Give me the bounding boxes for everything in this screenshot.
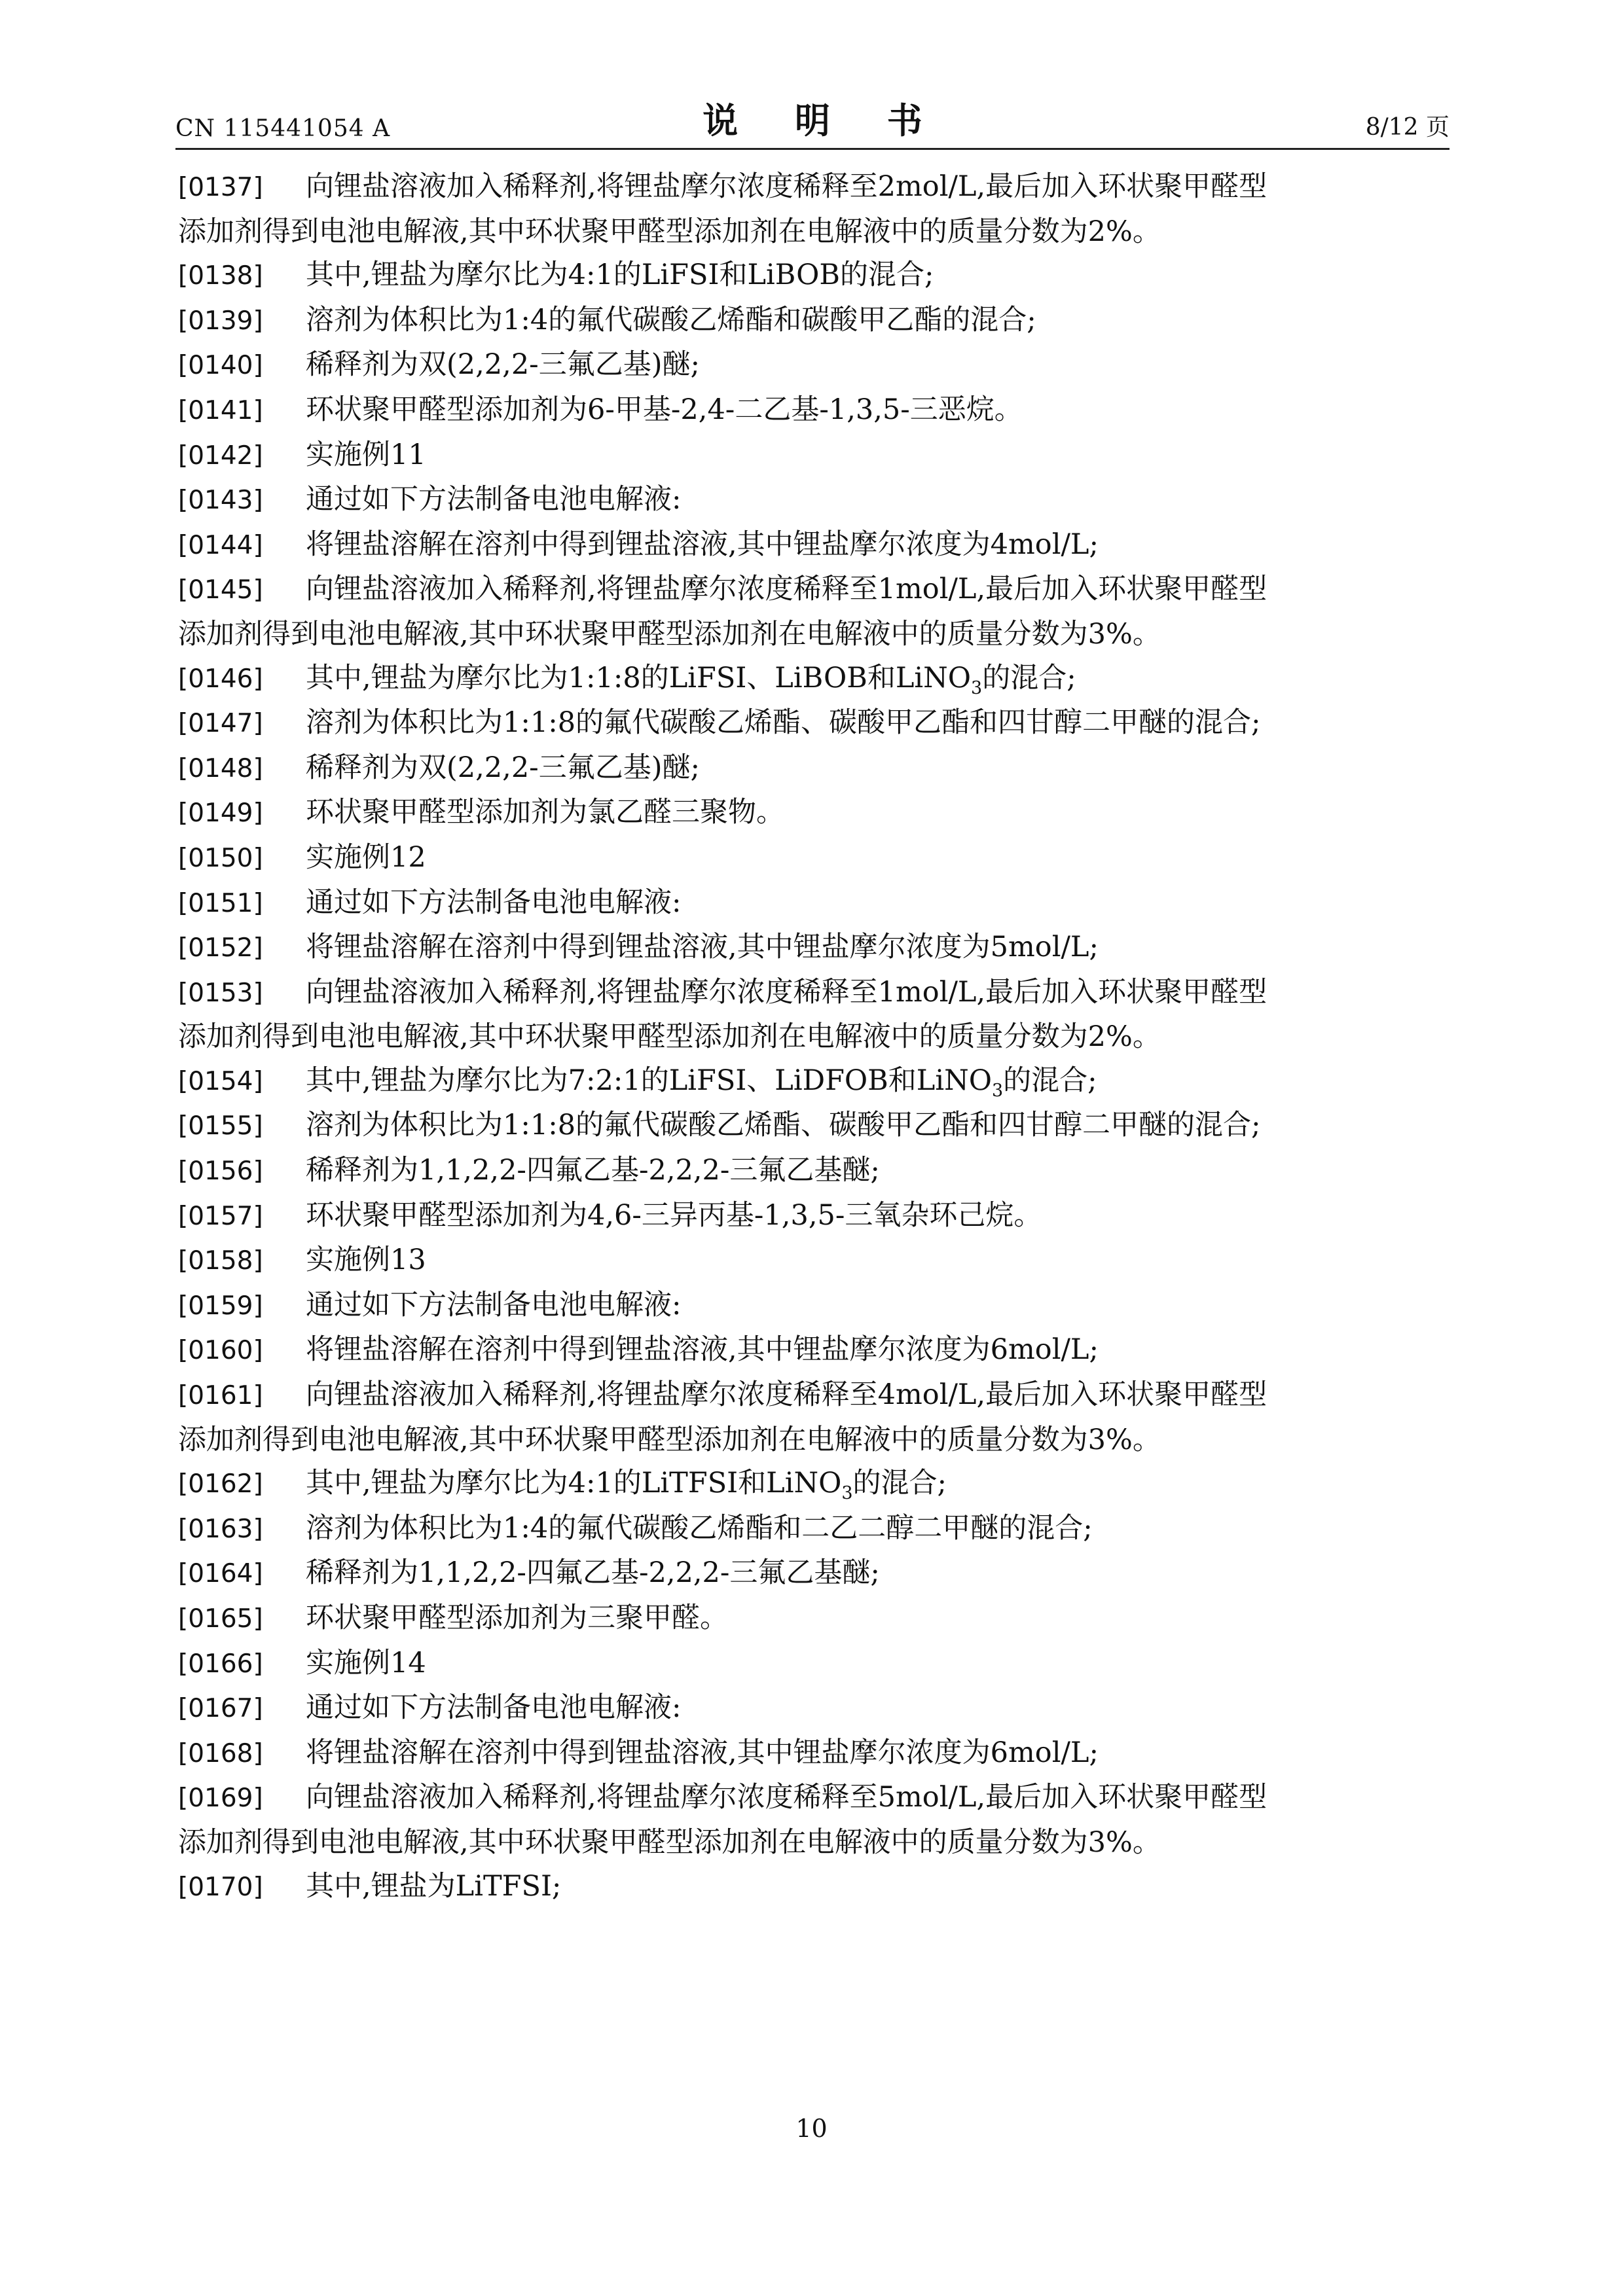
- paragraph-text: 溶剂为体积比为1:4的氟代碳酸乙烯酯和二乙二醇二甲醚的混合;: [306, 1511, 1093, 1545]
- paragraph-text-after: 的混合;: [982, 661, 1076, 694]
- paragraph-number: [0166]: [178, 1649, 263, 1679]
- paragraph: [178, 1283, 1450, 1329]
- paragraph-number: [0152]: [178, 933, 263, 963]
- paragraph-text: 通过如下方法制备电池电解液:: [306, 886, 682, 919]
- paragraph: [178, 1596, 1450, 1641]
- paragraph-number: [0155]: [178, 1111, 263, 1141]
- paragraph-text: 环状聚甲醛型添加剂为三聚甲醛。: [306, 1602, 728, 1634]
- paragraph-text: 环状聚甲醛型添加剂为氯乙醛三聚物。: [306, 796, 784, 829]
- paragraph-continuation: 添加剂得到电池电解液,其中环状聚甲醛型添加剂在电解液中的质量分数为3%。: [178, 1825, 1161, 1859]
- paragraph-continuation: 添加剂得到电池电解液,其中环状聚甲醛型添加剂在电解液中的质量分数为3%。: [178, 617, 1161, 651]
- paragraph-number: [0146]: [178, 664, 263, 694]
- paragraph-number: [0140]: [178, 351, 263, 381]
- paragraph-number: [0148]: [178, 753, 263, 783]
- paragraph-number: [0160]: [178, 1336, 263, 1366]
- paragraph-number: [0153]: [178, 978, 263, 1008]
- paragraph: [178, 1462, 1450, 1507]
- paragraph-text: 向锂盐溶液加入稀释剂,将锂盐摩尔浓度稀释至2mol/L,最后加入环状聚甲醛型: [306, 170, 1267, 203]
- paragraph-number: [0163]: [178, 1514, 263, 1544]
- paragraph: [178, 1149, 1450, 1194]
- paragraph-number: [0158]: [178, 1246, 263, 1276]
- page-header: [175, 95, 1450, 147]
- paragraph-text: 将锂盐溶解在溶剂中得到锂盐溶液,其中锂盐摩尔浓度为5mol/L;: [306, 931, 1099, 964]
- paragraph-number: [0162]: [178, 1469, 263, 1499]
- subscript: 3: [841, 1483, 853, 1504]
- paragraph: [178, 253, 1450, 298]
- paragraph-number: [0137]: [178, 173, 263, 202]
- paragraph: [178, 1507, 1450, 1552]
- paragraph-text: 其中,锂盐为摩尔比为7:2:1的LiFSI、LiDFOB和LiNO: [306, 1064, 992, 1097]
- paragraph: [178, 1641, 1450, 1687]
- paragraph-text: 通过如下方法制备电池电解液:: [306, 1691, 682, 1725]
- paragraph-continuation: 添加剂得到电池电解液,其中环状聚甲醛型添加剂在电解液中的质量分数为2%。: [178, 1020, 1161, 1054]
- paragraph: [178, 1686, 1450, 1731]
- paragraph: [178, 567, 1450, 656]
- paragraph-number: [0145]: [178, 575, 263, 605]
- paragraph-text: 其中,锂盐为摩尔比为4:1的LiFSI和LiBOB的混合;: [306, 259, 934, 292]
- paragraph-text: 环状聚甲醛型添加剂为4,6-三异丙基-1,3,5-三氧杂环己烷。: [306, 1198, 1042, 1232]
- paragraph-text: 实施例13: [306, 1244, 426, 1277]
- paragraph-number: [0144]: [178, 530, 263, 560]
- paragraph: [178, 1328, 1450, 1373]
- paragraph-text: 通过如下方法制备电池电解液:: [306, 1288, 682, 1321]
- paragraph-number: [0151]: [178, 888, 263, 918]
- publication-number: CN 115441054 A: [175, 115, 391, 142]
- paragraph-text: 稀释剂为1,1,2,2-四氟乙基-2,2,2-三氟乙基醚;: [306, 1154, 880, 1187]
- paragraph: [178, 433, 1450, 478]
- paragraph-text: 其中,锂盐为摩尔比为1:1:8的LiFSI、LiBOB和LiNO: [306, 661, 972, 694]
- paragraph-text: 溶剂为体积比为1:1:8的氟代碳酸乙烯酯、碳酸甲乙酯和四甘醇二甲醚的混合;: [306, 1109, 1261, 1142]
- paragraph-text: 稀释剂为1,1,2,2-四氟乙基-2,2,2-三氟乙基醚;: [306, 1556, 880, 1590]
- paragraph-number: [0156]: [178, 1157, 263, 1187]
- paragraph-text-after: 的混合;: [852, 1467, 947, 1500]
- paragraph-text: 实施例14: [306, 1646, 426, 1679]
- paragraph-number: [0164]: [178, 1559, 263, 1589]
- paragraph-number: [0138]: [178, 261, 263, 291]
- document-title: 说 明 书: [702, 99, 945, 141]
- paragraph: [178, 1194, 1450, 1239]
- paragraph: [178, 1731, 1450, 1776]
- paragraph-text: 溶剂为体积比为1:4的氟代碳酸乙烯酯和碳酸甲乙酯的混合;: [306, 303, 1036, 336]
- paragraph-number: [0141]: [178, 395, 263, 425]
- paragraph-number: [0157]: [178, 1201, 263, 1231]
- paragraph-number: [0168]: [178, 1738, 263, 1768]
- paragraph: [178, 881, 1450, 926]
- paragraph-text: 向锂盐溶液加入稀释剂,将锂盐摩尔浓度稀释至5mol/L,最后加入环状聚甲醛型: [306, 1781, 1267, 1814]
- paragraph-number: [0165]: [178, 1604, 263, 1634]
- paragraph: [178, 523, 1450, 568]
- paragraph-text: 将锂盐溶解在溶剂中得到锂盐溶液,其中锂盐摩尔浓度为4mol/L;: [306, 528, 1099, 561]
- paragraph-text-after: 的混合;: [1003, 1064, 1097, 1097]
- paragraph-text: 溶剂为体积比为1:1:8的氟代碳酸乙烯酯、碳酸甲乙酯和四甘醇二甲醚的混合;: [306, 706, 1261, 740]
- paragraph-number: [0139]: [178, 306, 263, 336]
- subscript: 3: [971, 677, 983, 698]
- paragraph: [178, 1238, 1450, 1283]
- paragraph-number: [0161]: [178, 1381, 263, 1411]
- paragraph: [178, 656, 1450, 702]
- paragraph-text: 将锂盐溶解在溶剂中得到锂盐溶液,其中锂盐摩尔浓度为6mol/L;: [306, 1333, 1099, 1367]
- paragraph-text: 环状聚甲醛型添加剂为6-甲基-2,4-二乙基-1,3,5-三恶烷。: [306, 393, 1023, 426]
- paragraph: [178, 836, 1450, 881]
- paragraph-text: 实施例12: [306, 840, 426, 874]
- paragraph: [178, 746, 1450, 791]
- paragraph-text: 通过如下方法制备电池电解液:: [306, 483, 682, 516]
- paragraph: [178, 298, 1450, 344]
- paragraph: [178, 1551, 1450, 1596]
- paragraph: [178, 1865, 1450, 1910]
- paragraph-number: [0142]: [178, 440, 263, 471]
- paragraph: [178, 1776, 1450, 1864]
- paragraph-text: 稀释剂为双(2,2,2-三氟乙基)醚;: [306, 348, 700, 382]
- paragraph: [178, 1103, 1450, 1149]
- paragraph: [178, 478, 1450, 523]
- paragraph-text: 将锂盐溶解在溶剂中得到锂盐溶液,其中锂盐摩尔浓度为6mol/L;: [306, 1736, 1099, 1769]
- paragraph-text: 实施例11: [306, 438, 426, 471]
- paragraph-continuation: 添加剂得到电池电解液,其中环状聚甲醛型添加剂在电解液中的质量分数为2%。: [178, 215, 1161, 248]
- paragraph-text: 向锂盐溶液加入稀释剂,将锂盐摩尔浓度稀释至4mol/L,最后加入环状聚甲醛型: [306, 1378, 1267, 1412]
- paragraph-number: [0167]: [178, 1694, 263, 1724]
- paragraph: [178, 1373, 1450, 1462]
- paragraph-number: [0154]: [178, 1066, 263, 1096]
- page-number: 10: [795, 2114, 828, 2143]
- paragraph-text: 向锂盐溶液加入稀释剂,将锂盐摩尔浓度稀释至1mol/L,最后加入环状聚甲醛型: [306, 573, 1267, 606]
- paragraph: [178, 971, 1450, 1059]
- header-divider: [175, 148, 1450, 150]
- paragraph: [178, 925, 1450, 971]
- paragraph-text: 向锂盐溶液加入稀释剂,将锂盐摩尔浓度稀释至1mol/L,最后加入环状聚甲醛型: [306, 975, 1267, 1009]
- paragraph: [178, 388, 1450, 433]
- paragraph-number: [0143]: [178, 486, 263, 516]
- paragraph: [178, 1059, 1450, 1104]
- paragraph-number: [0149]: [178, 798, 263, 829]
- paragraph: [178, 791, 1450, 836]
- paragraph-number: [0159]: [178, 1291, 263, 1321]
- paragraph-number: [0170]: [178, 1872, 263, 1902]
- paragraph-text: 其中,锂盐为摩尔比为4:1的LiTFSI和LiNO: [306, 1467, 842, 1500]
- paragraph: [178, 343, 1450, 388]
- paragraph-text: 稀释剂为双(2,2,2-三氟乙基)醚;: [306, 751, 700, 784]
- subscript: 3: [991, 1080, 1004, 1101]
- paragraph: [178, 165, 1450, 253]
- paragraph-number: [0147]: [178, 709, 263, 739]
- paragraph: [178, 701, 1450, 746]
- document-body: [178, 165, 1450, 1909]
- paragraph-number: [0169]: [178, 1784, 263, 1814]
- paragraph-number: [0150]: [178, 843, 263, 873]
- page-indicator: 8/12 页: [1365, 114, 1450, 141]
- paragraph-continuation: 添加剂得到电池电解液,其中环状聚甲醛型添加剂在电解液中的质量分数为3%。: [178, 1423, 1161, 1456]
- paragraph-text: 其中,锂盐为LiTFSI;: [306, 1869, 562, 1903]
